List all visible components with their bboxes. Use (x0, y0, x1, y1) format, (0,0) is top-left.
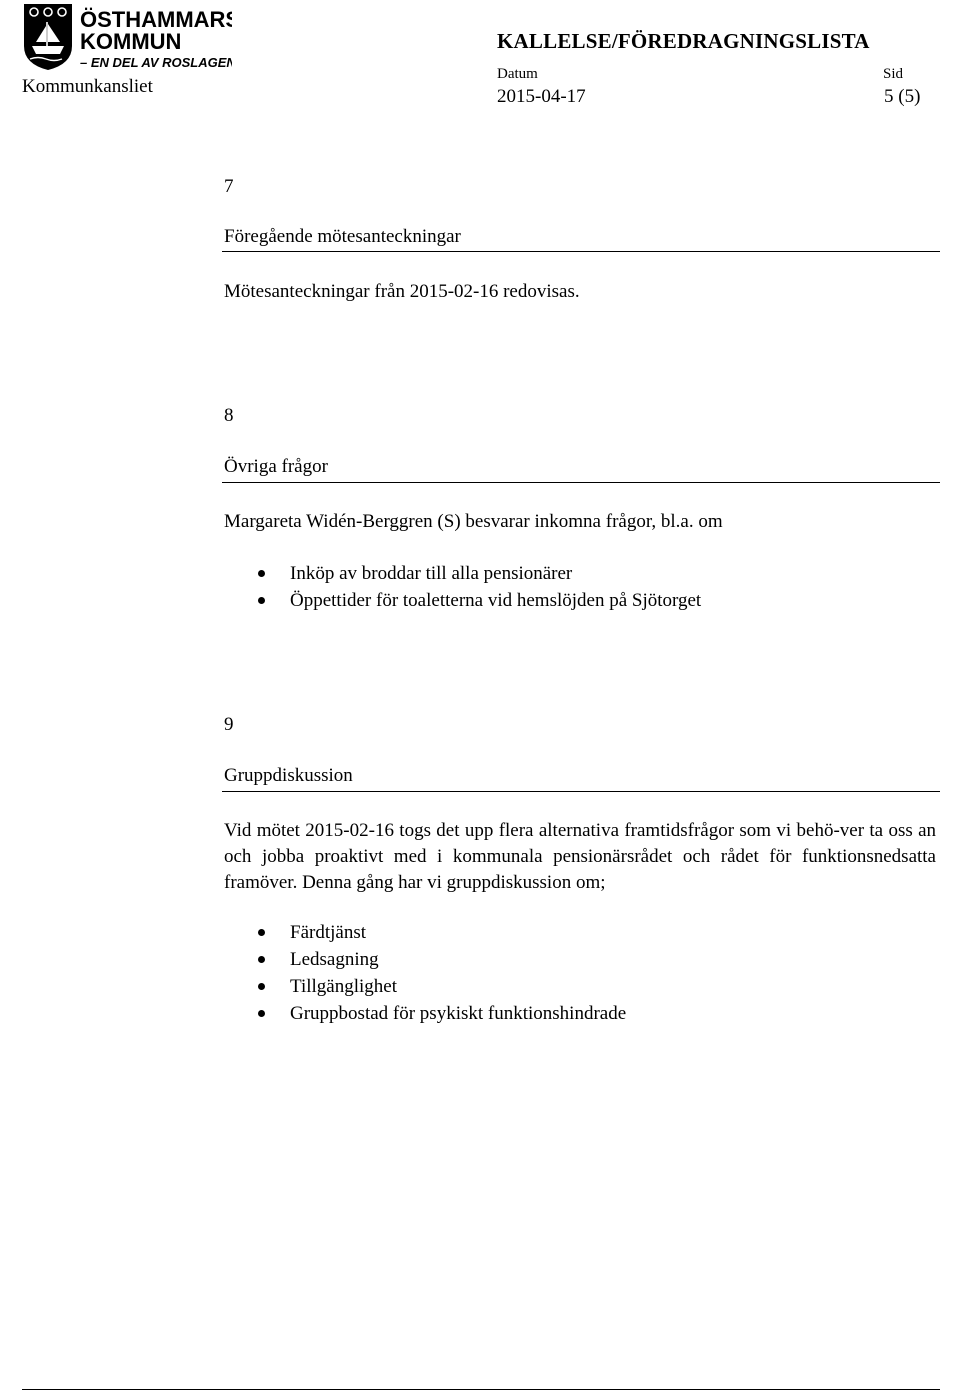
document-title: KALLELSE/FÖREDRAGNINGSLISTA (497, 29, 870, 53)
section-body: Margareta Widén-Berggren (S) besvarar inkomna frågor, bl.a. om (224, 511, 723, 532)
department-name: Kommunkansliet (22, 76, 153, 97)
section-number: 8 (224, 405, 234, 426)
list-item: Tillgänglighet (254, 973, 626, 1000)
section-title: Föregående mötesanteckningar (224, 226, 461, 247)
section-title: Övriga frågor (224, 456, 328, 477)
svg-text:ÖSTHAMMARS: ÖSTHAMMARS (80, 7, 232, 32)
list-item: Gruppbostad för psykiskt funktionshindrade (254, 1000, 626, 1027)
section-divider (222, 791, 940, 792)
date-value: 2015-04-17 (497, 86, 586, 107)
section-body: Vid mötet 2015-02-16 togs det upp flera alternativa framtidsfrågor som vi behö-ver ta oss an och jobba proaktivt med i kommunala pensionärsrådet och rådet för funktionsnedsatta framöver. Denna gång har vi gruppdiskussion om; (224, 820, 936, 893)
svg-text:KOMMUN: KOMMUN (80, 29, 182, 54)
section-title: Gruppdiskussion (224, 765, 353, 786)
section-body: Mötesanteckningar från 2015-02-16 redovisas. (224, 281, 580, 302)
list-item: Färdtjänst (254, 919, 626, 946)
footer-divider (22, 1389, 940, 1390)
list-item: Ledsagning (254, 946, 626, 973)
section-divider (222, 251, 940, 252)
page-label: Sid (883, 66, 904, 82)
ship-crest-icon (22, 2, 232, 72)
section-number: 9 (224, 714, 234, 735)
list-item: Inköp av broddar till alla pensionärer (254, 560, 701, 587)
page-number: 5 (5) (884, 86, 921, 107)
date-label: Datum (497, 66, 538, 82)
list-item: Öppettider för toaletterna vid hemslöjden på Sjötorget (254, 587, 701, 614)
svg-text:– EN DEL AV ROSLAGEN: – EN DEL AV ROSLAGEN (80, 55, 232, 70)
bullet-list (254, 919, 626, 1027)
bullet-list (254, 560, 701, 614)
section-number: 7 (224, 176, 234, 197)
section-divider (222, 482, 940, 483)
municipality-logo (22, 2, 232, 72)
